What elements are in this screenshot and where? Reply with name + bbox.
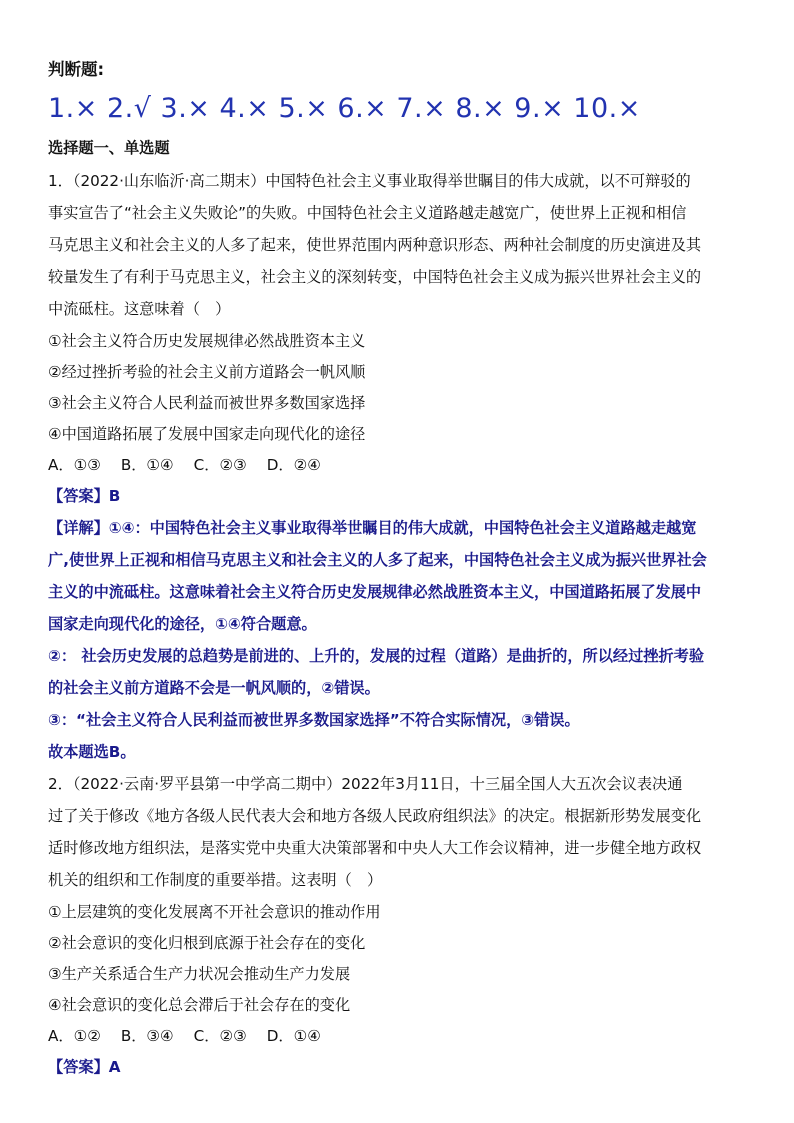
- q1-answer: 【答案】B: [48, 487, 121, 505]
- q2-answer: 【答案】A: [48, 1058, 121, 1076]
- q2-option: ②社会意识的变化归根到底源于社会存在的变化: [48, 934, 366, 952]
- q1-stem-line: 较量发生了有利于马克思主义，社会主义的深刻转变，中国特色社会主义成为振兴世界社会主义的: [48, 268, 702, 286]
- q2-option: ④社会意识的变化总会滞后于社会存在的变化: [48, 996, 351, 1014]
- section-title: 选择题一、单选题: [48, 139, 170, 157]
- tf-heading: 判断题:: [48, 60, 105, 79]
- q1-conclusion: 故本题选B。: [48, 743, 136, 761]
- q1-option: ①社会主义符合历史发展规律必然战胜资本主义: [48, 332, 366, 350]
- tf-answers: 1.× 2.√ 3.× 4.× 5.× 6.× 7.× 8.× 9.× 10.×: [48, 93, 641, 124]
- q2-stem-line: 适时修改地方组织法，是落实党中央重大决策部署和中央人大工作会议精神，进一步健全地方政权: [48, 839, 702, 857]
- q2-stem-line: 过了关于修改《地方各级人民代表大会和地方各级人民政府组织法》的决定。根据新形势发展变化: [48, 807, 702, 825]
- q1-option: ④中国道路拓展了发展中国家走向现代化的途径: [48, 425, 366, 443]
- q1-stem-line: 马克思主义和社会主义的人多了起来，使世界范围内两种意识形态、两种社会制度的历史演进及其: [48, 236, 702, 254]
- q2-option: ①上层建筑的变化发展离不开社会意识的推动作用: [48, 903, 381, 921]
- q2-stem-line: 2．（2022·云南·罗平县第一中学高二期中）2022年3月11日，十三届全国人大五次会议表决通: [48, 775, 683, 793]
- q1-stem-line: 中流砥柱。这意味着（ ）: [48, 300, 231, 318]
- q1-detail-line: 的社会主义前方道路不会是一帆风顺的，②错误。: [48, 679, 380, 697]
- q1-detail-line: ②： 社会历史发展的总趋势是前进的、上升的，发展的过程（道路）是曲折的，所以经过挫折考验: [48, 647, 705, 665]
- q2-option: ③生产关系适合生产力状况会推动生产力发展: [48, 965, 351, 983]
- q1-detail-line: 广,使世界上正视和相信马克思主义和社会主义的人多了起来，中国特色社会主义成为振兴世界社会: [48, 551, 707, 569]
- q1-stem-line: 1．（2022·山东临沂·高二期末）中国特色社会主义事业取得举世瞩目的伟大成就，以不可辩驳的: [48, 172, 691, 190]
- q1-detail-line: 国家走向现代化的途径，①④符合题意。: [48, 615, 317, 633]
- q1-option: ③社会主义符合人民利益而被世界多数国家选择: [48, 394, 366, 412]
- q2-choices: A．①② B．③④ C．②③ D．①④: [48, 1027, 321, 1045]
- q1-stem-line: 事实宣告了“社会主义失败论”的失败。中国特色社会主义道路越走越宽广，使世界上正视和相信: [48, 204, 687, 222]
- q1-option: ②经过挫折考验的社会主义前方道路会一帆风顺: [48, 363, 366, 381]
- q1-detail-line: 主义的中流砥柱。这意味着社会主义符合历史发展规律必然战胜资本主义，中国道路拓展了发展中: [48, 583, 702, 601]
- q1-detail-line: 【详解】①④：中国特色社会主义事业取得举世瞩目的伟大成就，中国特色社会主义道路越走越宽: [48, 519, 697, 537]
- q1-detail-line: ③：“社会主义符合人民利益而被世界多数国家选择”不符合实际情况，③错误。: [48, 711, 580, 729]
- q1-choices: A．①③ B．①④ C．②③ D．②④: [48, 456, 321, 474]
- q2-stem-line: 机关的组织和工作制度的重要举措。这表明（ ）: [48, 871, 383, 889]
